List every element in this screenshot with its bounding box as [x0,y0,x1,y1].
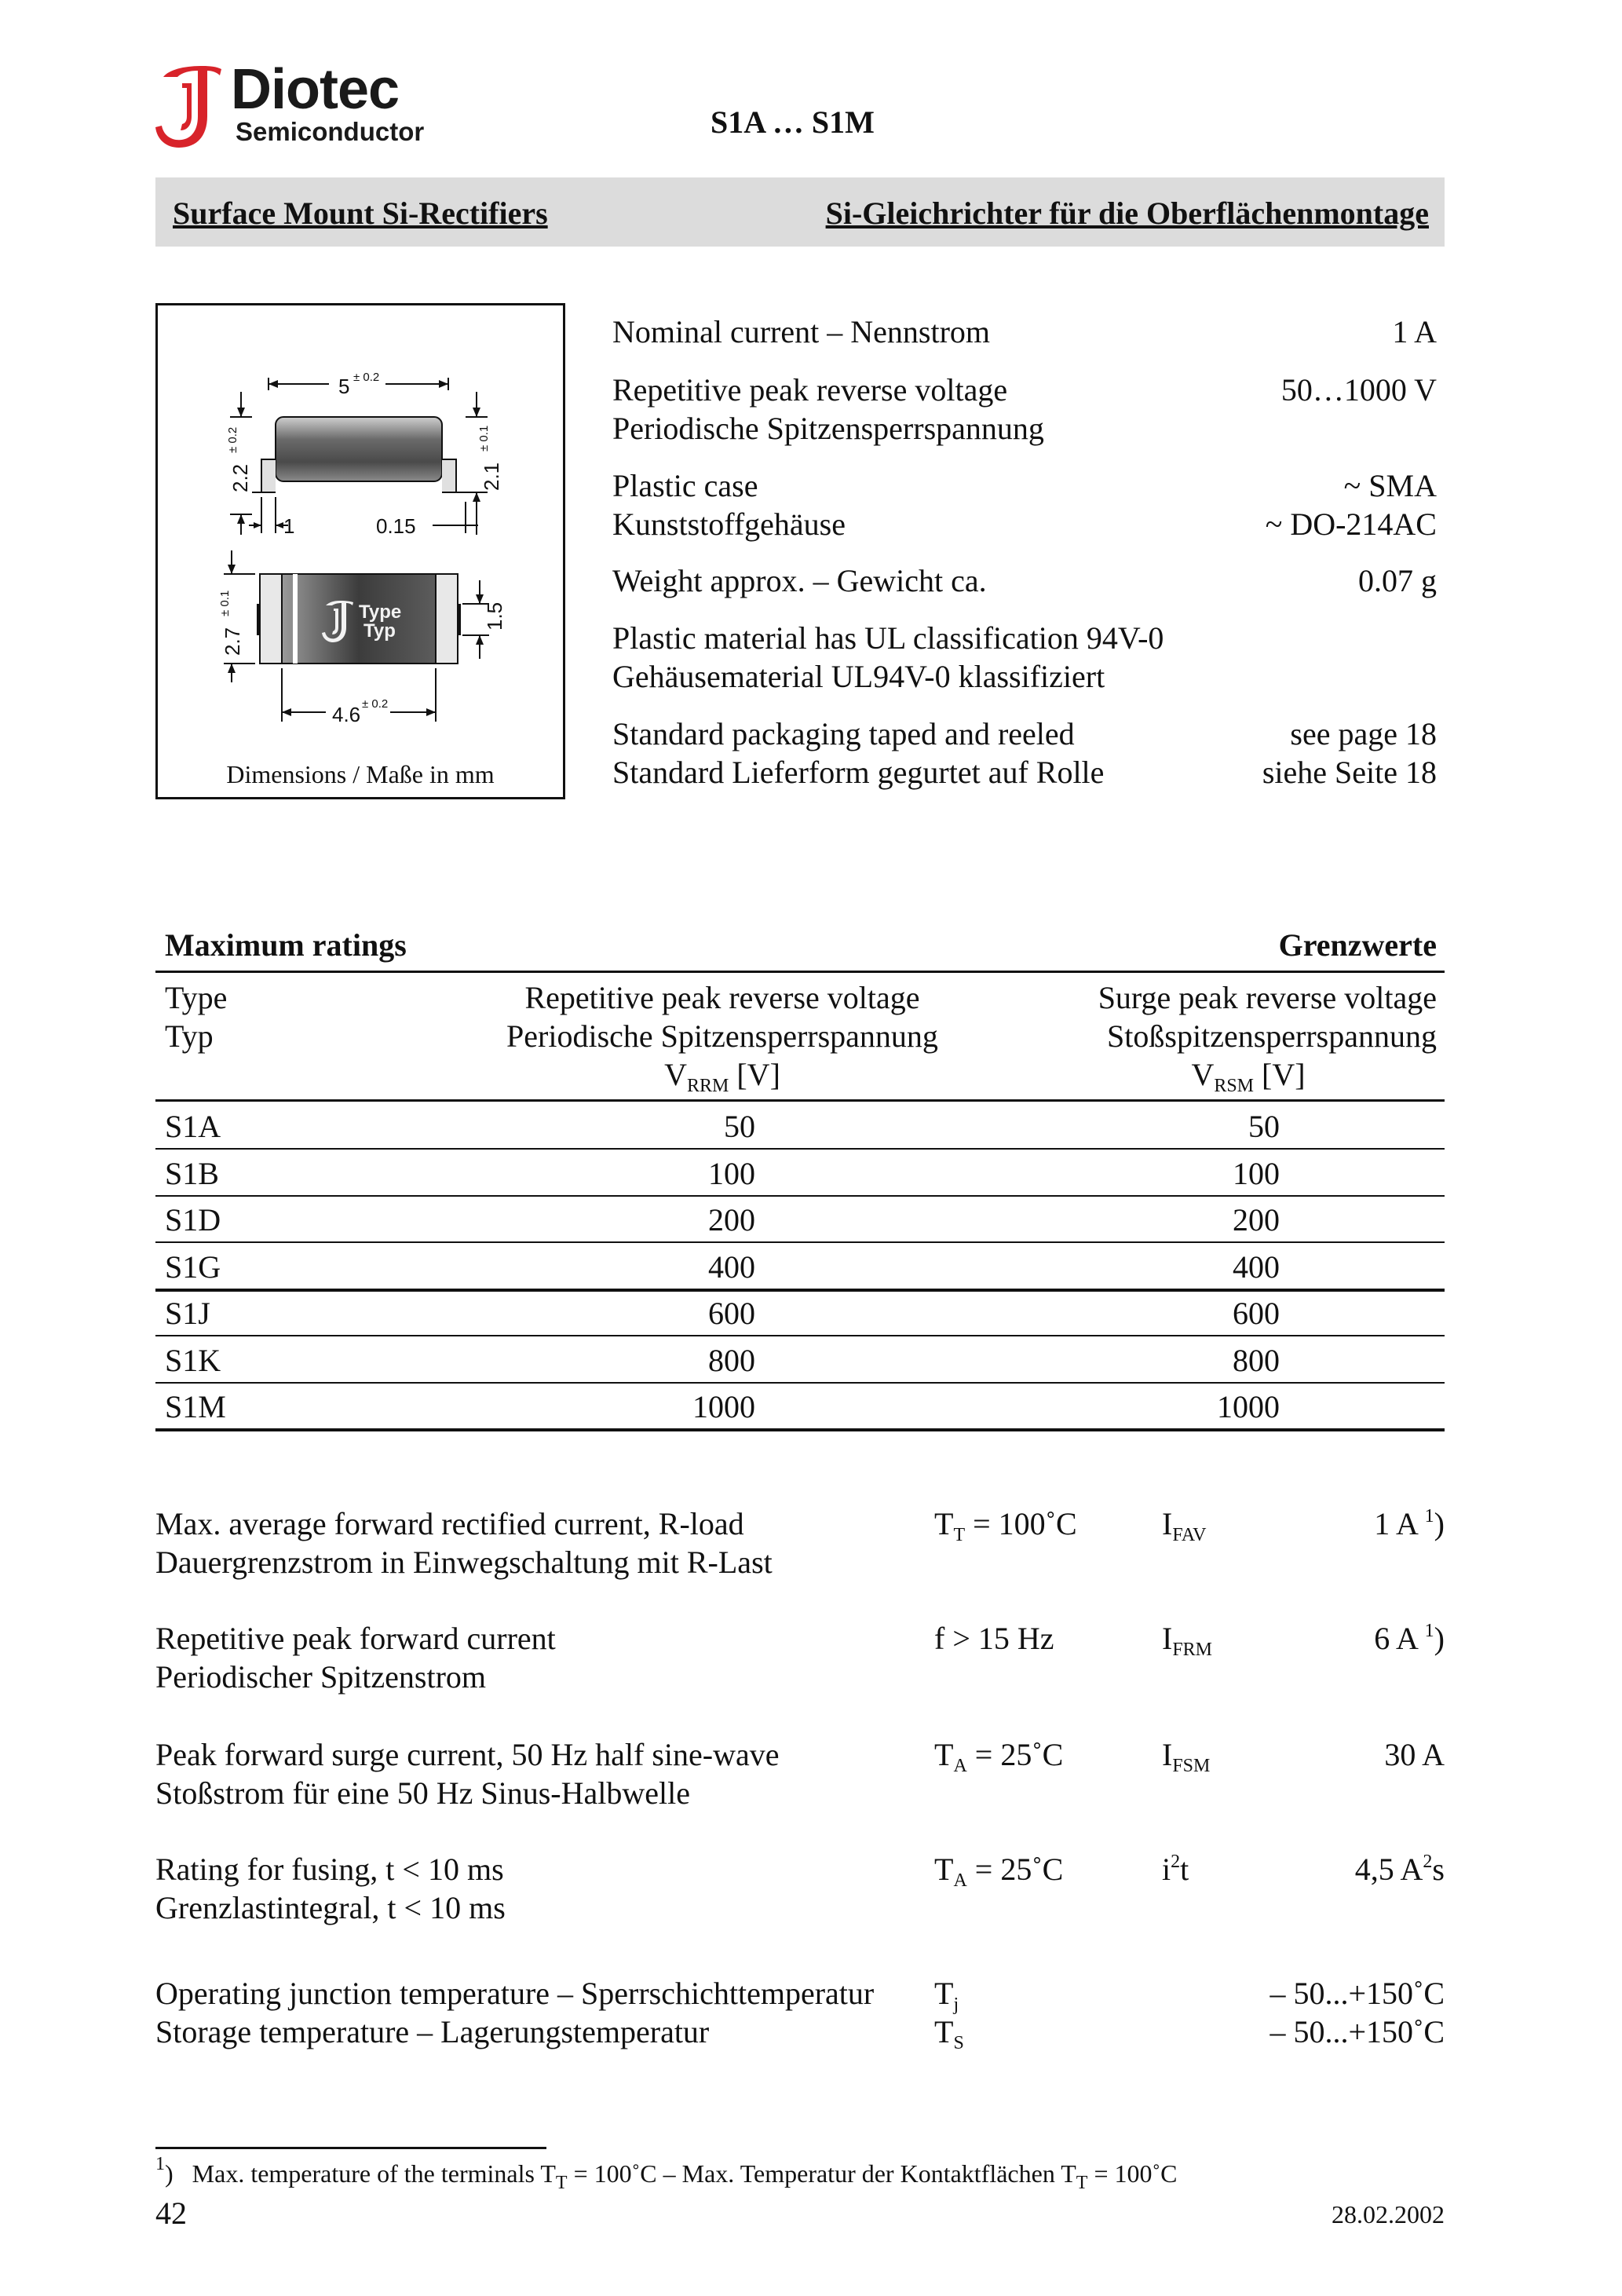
band-title-german: Si-Gleichrichter für die Oberflächenmontage [825,196,1429,231]
document-date: 28.02.2002 [1332,2200,1445,2228]
spec-ul-label-de: Gehäusematerial UL94V-0 klassifiziert [612,659,1105,694]
dim-top-width-tol: ± 0.2 [353,371,380,384]
max-ratings-title: Maximum ratings [165,927,407,963]
dim-lead: 1 [283,514,295,538]
temp-storage-value: – 50...+150˚C [1269,2014,1445,2049]
table-cell-vrrm: 100 [708,1155,755,1191]
col-vrrm-header-de: Periodische Spitzensperrspannung [506,1018,938,1054]
spec-packaging-value-en: see page 18 [1290,716,1437,751]
spec-rep-voltage-label-en: Repetitive peak reverse voltage [612,372,1008,408]
marking-typ: Typ [363,620,396,642]
spec-case-label-de: Kunststoffgehäuse [612,506,846,542]
table-cell-type: S1M [165,1389,226,1424]
spec-weight-value: 0.07 g [1358,563,1437,598]
table-cell-vrsm: 100 [1233,1155,1280,1191]
max-ratings-title-german: Grenzwerte [1278,927,1437,963]
col-vrrm-header-en: Repetitive peak reverse voltage [524,980,920,1015]
rep-peak-forward-current-condition: f > 15 Hz [934,1621,1054,1656]
table-cell-vrrm: 1000 [692,1389,755,1424]
table-cell-vrsm: 1000 [1217,1389,1280,1424]
temp-operating-symbol: $T_j$ [934,1976,959,2015]
avg-forward-current-value: 1 A $^1$) [1374,1506,1445,1541]
avg-forward-current-label-de: Dauergrenzstrom in Einwegschaltung mit R-Last [155,1545,773,1580]
temp-storage-label: Storage temperature – Lagerungstemperatur [155,2014,710,2049]
spec-rep-voltage-label-de: Periodische Spitzensperrspannung [612,411,1044,446]
table-cell-vrrm: 800 [708,1342,755,1378]
peak-surge-current-value: 30 A [1384,1737,1445,1772]
col-type-header-de: Typ [165,1018,214,1054]
dim-left-height-tol: ± 0.2 [226,426,239,453]
spec-case-value-2: ~ DO-214AC [1265,506,1437,542]
spec-nominal-current-label: Nominal current – Nennstrom [612,314,990,349]
peak-surge-current-condition: $T_A$ = 25˚C [934,1737,1064,1776]
temp-storage-symbol: $T_S$ [934,2014,964,2053]
col-vrrm-symbol: $V_{RRM}$ [V] [664,1057,780,1096]
temp-operating-value: – 50...+150˚C [1269,1976,1445,2011]
logo-name: Diotec [231,58,400,121]
avg-forward-current-label-en: Max. average forward rectified current, R-load [155,1506,744,1541]
marking-type: Type [359,601,402,623]
peak-surge-current-label-de: Stoßstrom für eine 50 Hz Sinus-Halbwelle [155,1775,690,1811]
dim-right-height-tol: ± 0.1 [477,425,491,452]
table-rule-header [155,1099,1445,1102]
table-cell-vrsm: 800 [1233,1342,1280,1378]
spec-packaging-label-de: Standard Lieferform gegurtet auf Rolle [612,755,1105,790]
dim-side-width: 2.7 [221,627,244,656]
spec-packaging-label-en: Standard packaging taped and reeled [612,716,1075,751]
dim-lead-thickness: 0.15 [376,514,416,538]
spec-packaging-value-de: siehe Seite 18 [1262,755,1437,790]
package-dimension-drawing [158,305,563,753]
col-vrsm-symbol: $V_{RSM}$ [V] [1191,1057,1306,1096]
fusing-rating-condition: $T_A$ = 25˚C [934,1852,1064,1891]
table-cell-vrsm: 200 [1233,1202,1280,1238]
table-cell-vrsm: 400 [1233,1249,1280,1285]
table-cell-type: S1K [165,1342,221,1378]
fusing-rating-value: 4,5 $A^2s$ [1354,1852,1445,1887]
footnote-rule [155,2147,546,2149]
spec-case-label-en: Plastic case [612,468,758,503]
rep-peak-forward-current-value: 6 A $^1$) [1374,1621,1445,1656]
avg-forward-current-symbol: $I_{FAV}$ [1162,1506,1207,1545]
page-number: 42 [155,2195,187,2231]
fusing-rating-symbol: $i^2t$ [1162,1852,1189,1887]
table-cell-type: S1G [165,1249,221,1285]
dim-bottom-width-tol: ± 0.2 [362,697,389,711]
band-title-english: Surface Mount Si-Rectifiers [173,196,548,231]
footnote: $^1$) Max. temperature of the terminals $T_T$ = 100˚C – Max. Temperatur der Kontaktflächen $T_T$ = 100˚C [155,2154,1178,2193]
table-cell-vrrm: 400 [708,1249,755,1285]
fusing-rating-label-de: Grenzlastintegral, t < 10 ms [155,1890,506,1925]
temp-operating-label: Operating junction temperature – Sperrschichttemperatur [155,1976,875,2011]
dim-side-width-tol: ± 0.1 [218,590,232,616]
peak-surge-current-label-en: Peak forward surge current, 50 Hz half sine-wave [155,1737,780,1772]
rep-peak-forward-current-label-en: Repetitive peak forward current [155,1621,556,1656]
dim-bottom-width: 4.6 [332,703,361,726]
table-row-rule [155,1335,1445,1336]
spec-ul-label-en: Plastic material has UL classification 94V-0 [612,620,1164,656]
table-row-rule [155,1382,1445,1384]
dim-right-height: 2.1 [480,462,503,491]
rep-peak-forward-current-symbol: $I_{FRM}$ [1162,1621,1213,1660]
table-row-rule [155,1241,1445,1243]
avg-forward-current-condition: $T_T$ = 100˚C [934,1506,1077,1545]
col-type-header-en: Type [165,980,228,1015]
fusing-rating-label-en: Rating for fusing, t < 10 ms [155,1852,504,1887]
table-cell-type: S1D [165,1202,221,1238]
spec-rep-voltage-value: 50…1000 V [1280,372,1437,408]
diotec-logo-icon [154,61,225,149]
dim-right-lead: 1.5 [483,601,506,631]
peak-surge-current-symbol: $I_{FSM}$ [1162,1737,1211,1776]
rep-peak-forward-current-label-de: Periodischer Spitzenstrom [155,1659,487,1695]
table-row-rule [155,1428,1445,1431]
table-cell-type: S1J [165,1296,210,1331]
table-cell-vrsm: 50 [1248,1109,1280,1144]
page-title: S1A … S1M [711,104,875,140]
logo-subtitle: Semiconductor [236,117,425,146]
spec-nominal-current-value: 1 A [1392,314,1437,349]
table-row-rule [155,1148,1445,1150]
table-cell-vrrm: 50 [724,1109,755,1144]
dim-top-width: 5 [338,375,350,398]
spec-weight-label: Weight approx. – Gewicht ca. [612,563,987,598]
table-cell-vrrm: 600 [708,1296,755,1331]
table-cell-vrsm: 600 [1233,1296,1280,1331]
table-cell-type: S1A [165,1109,221,1144]
table-row-rule [155,1195,1445,1197]
table-row-rule [155,1289,1445,1292]
dimension-caption: Dimensions / Maße in mm [226,760,495,788]
col-vrsm-header-en: Surge peak reverse voltage [1098,980,1437,1015]
col-vrsm-header-de: Stoßspitzensperrspannung [1107,1018,1437,1054]
table-cell-vrrm: 200 [708,1202,755,1238]
table-rule-top [155,971,1445,973]
dim-left-height: 2.2 [228,463,252,492]
table-cell-type: S1B [165,1155,219,1191]
spec-case-value-1: ~ SMA [1343,468,1437,503]
